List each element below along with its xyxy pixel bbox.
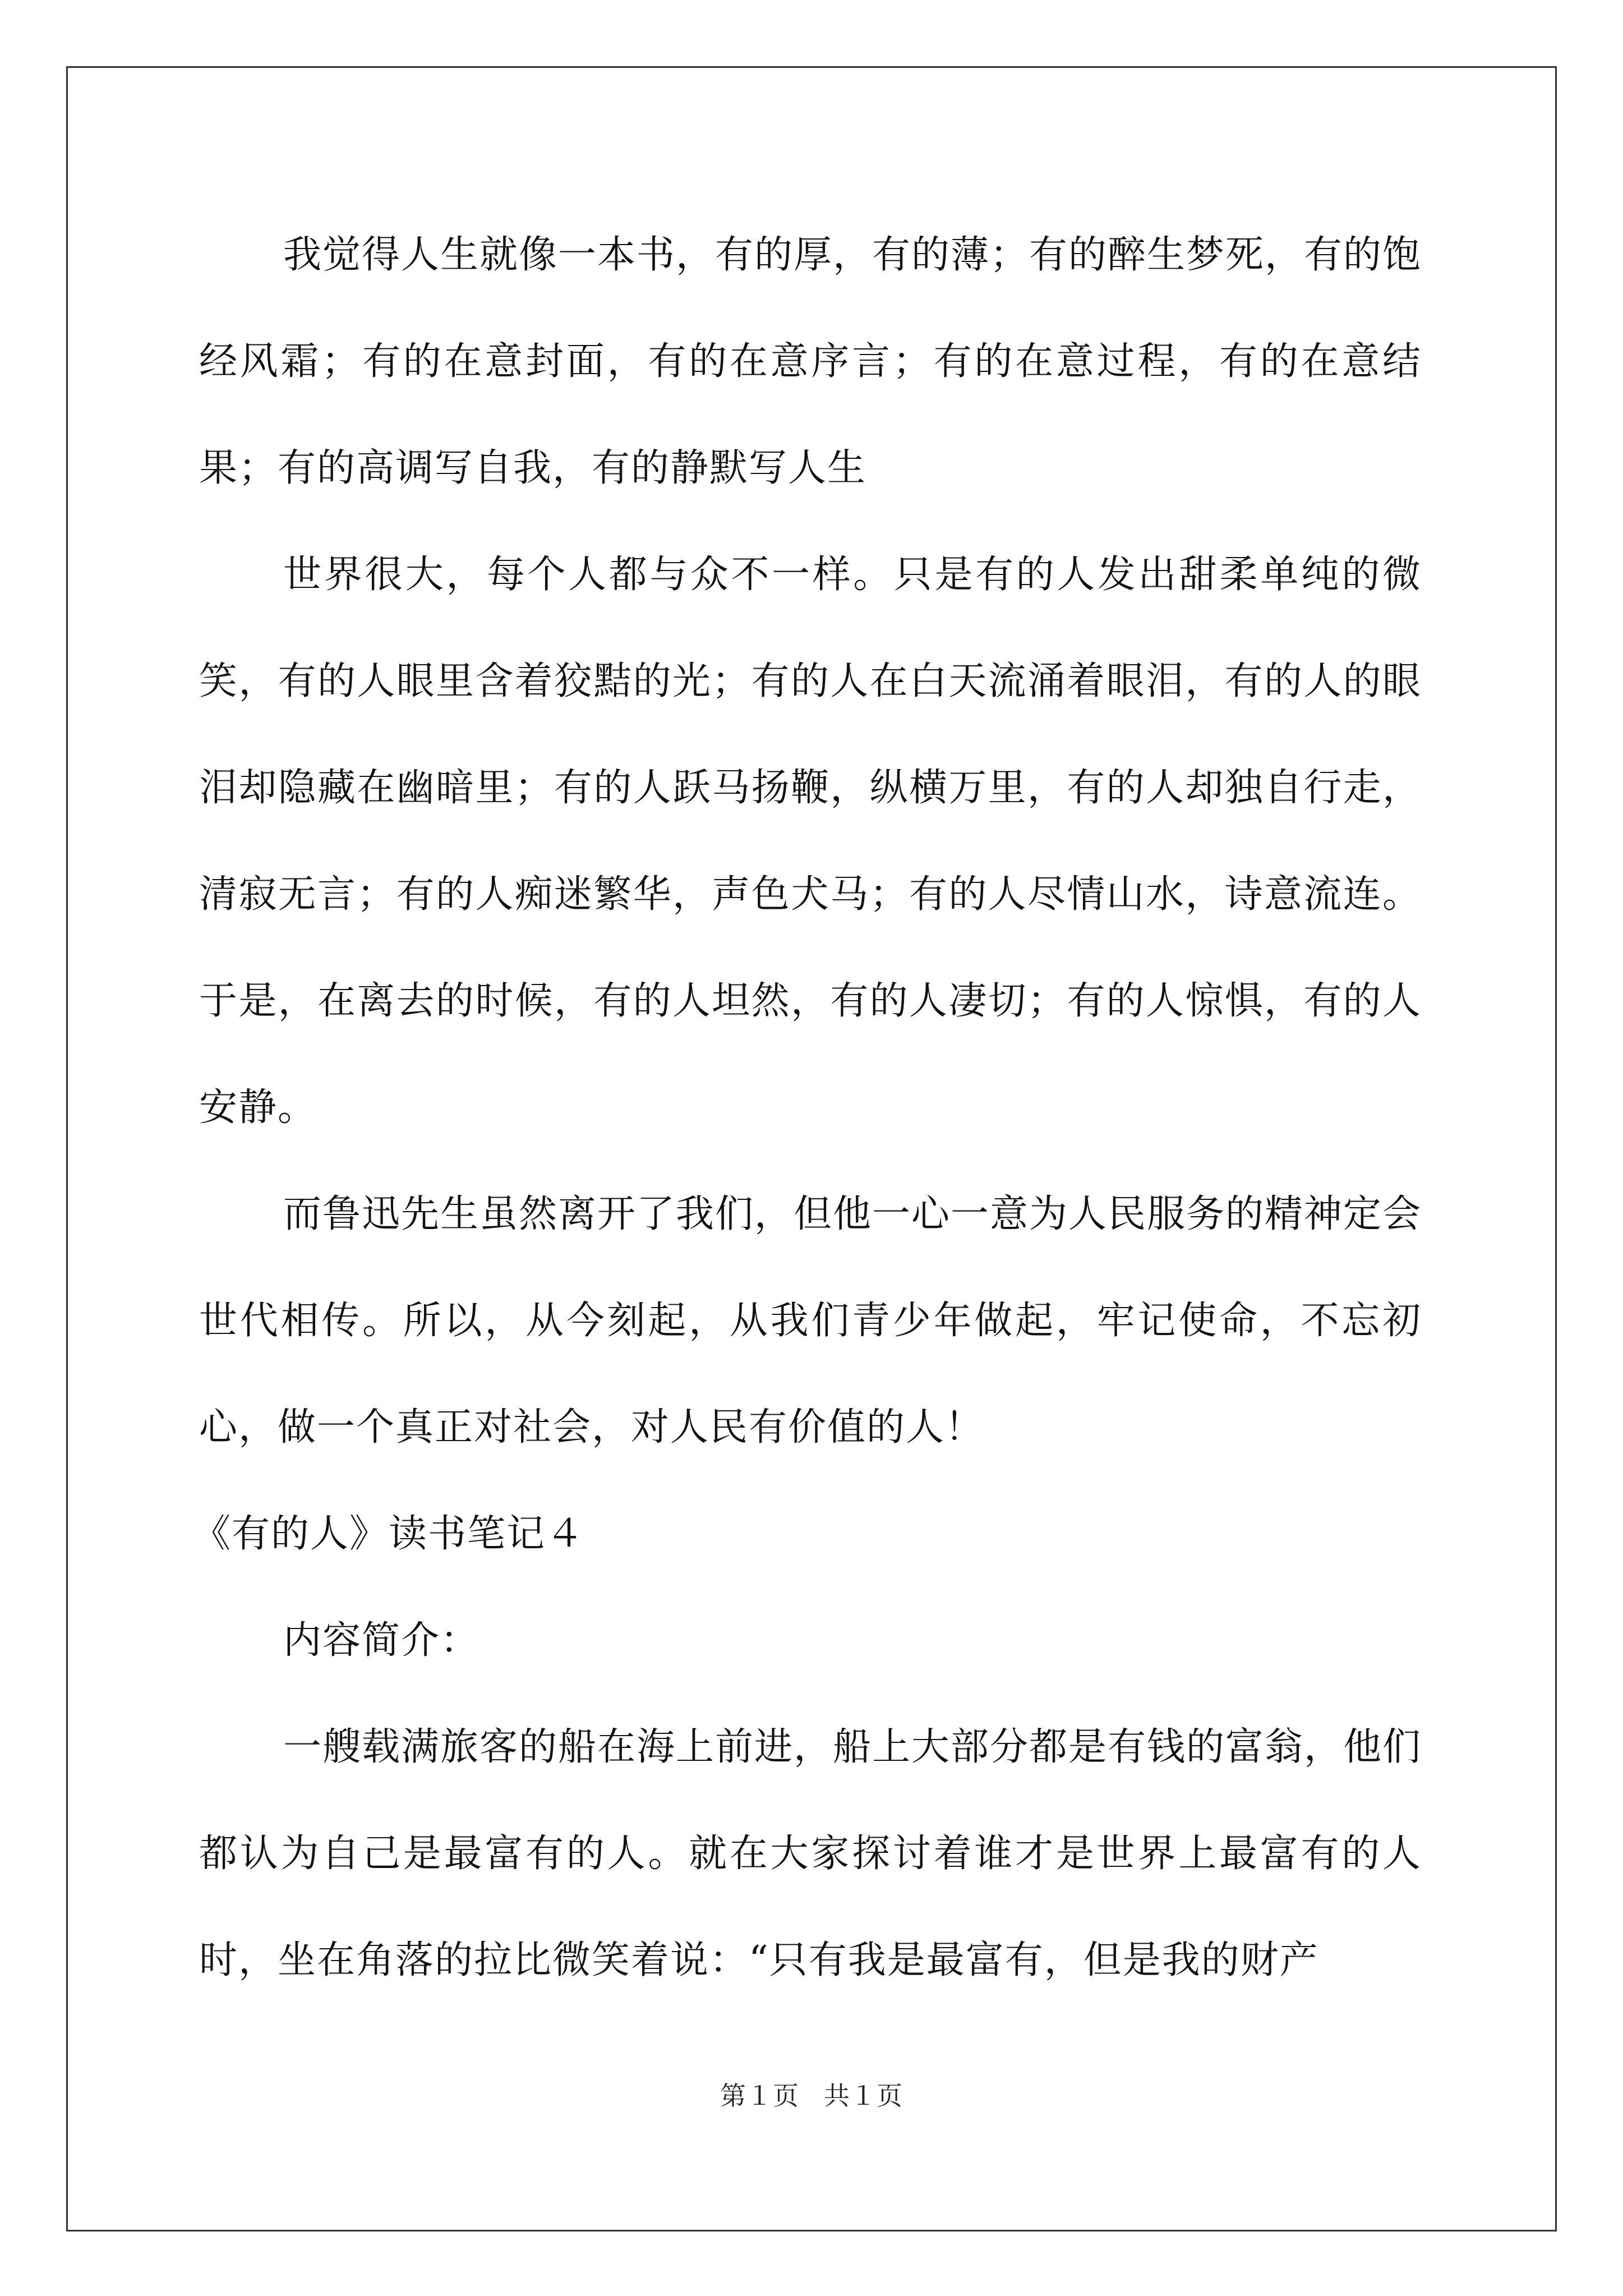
paragraph-summary-label: 内容简介： [283, 1618, 480, 1663]
section-heading: 《有的人》读书笔记４ [192, 1512, 585, 1556]
page-total: 共１页 [824, 2082, 903, 2110]
document-body [192, 202, 1422, 2014]
page-number: 第１页 [720, 2082, 799, 2110]
page-footer [0, 2076, 1623, 2113]
paragraph-world-people: 世界很大，每个人都与众不一样。只是有的人发出甜柔单纯的微笑，有的人眼里含着狡黠的光；有的人在白天流涌着眼泪，有的人的眼泪却隐藏在幽暗里；有的人跃马扬鞭，纵横万里，有的人却独自行走，清寂无言；有的人痴迷繁华，声色犬马；有的人尽情山水，诗意流连。于是，在离去的时候，有的人坦然，有的人凄切；有的人惊惧，有的人安静。 [199, 553, 1422, 1130]
paragraph-lu-xun: 而鲁迅先生虽然离开了我们，但他一心一意为人民服务的精神定会世代相传。所以，从今刻起，从我们青少年做起，牢记使命，不忘初心，做一个真正对社会，对人民有价值的人！ [199, 1192, 1422, 1450]
paragraph-ship-story: 一艘载满旅客的船在海上前进，船上大部分都是有钱的富翁，他们都认为自己是最富有的人。就在大家探讨着谁才是世界上最富有的人时，坐在角落的拉比微笑着说：“只有我是最富有，但是我的财产 [199, 1725, 1422, 1982]
paragraph-life-book: 我觉得人生就像一本书，有的厚，有的薄；有的醉生梦死，有的饱经风霜；有的在意封面，有的在意序言；有的在意过程，有的在意结果；有的高调写自我，有的静默写人生 [199, 233, 1422, 490]
